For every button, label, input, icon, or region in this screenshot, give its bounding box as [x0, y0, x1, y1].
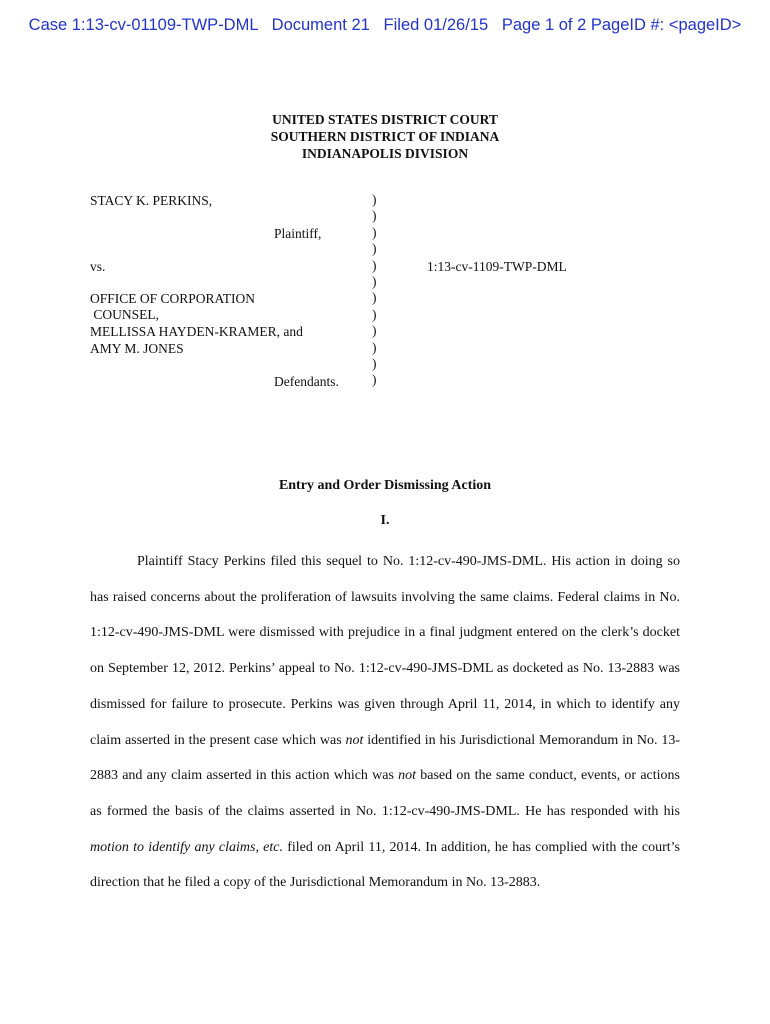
court-division: INDIANAPOLIS DIVISION: [301, 146, 469, 161]
paragraph-text: Plaintiff Stacy Perkins filed this sequel to No. 1:12-cv-490-JMS-DML. His action in doing so has raised concerns about the proliferation of lawsuits involving the same claims. Federal claims in No. 1:12-cv-490-JMS-DML were dismissed with prejudice in a final judgment entered on the clerk’s docket on September 12, 2012. Perkins’ appeal to No. 1:12-cv-490-JMS-DML as docketed as No. 13-2883 was dismissed for failure to prosecute. Perkins was given through April 11, 2014, in which to identify any claim asserted in the present case which was: [90, 554, 680, 748]
section-heading: I.: [380, 513, 390, 528]
caption-paren: ): [372, 192, 377, 207]
caption-paren: ): [372, 306, 377, 322]
caption-paren: ): [372, 257, 377, 273]
defendant-line: COUNSEL,: [90, 307, 160, 322]
body-paragraph: [90, 544, 680, 901]
defendant-line: OFFICE OF CORPORATION: [90, 291, 256, 306]
defendant-role: Defendants.: [274, 374, 339, 389]
caption-paren: ): [372, 355, 377, 371]
motion-title: motion to identify any claims, etc.: [90, 839, 283, 855]
defendant-line: AMY M. JONES: [90, 341, 184, 356]
caption-paren: ): [372, 208, 377, 224]
caption-paren: ): [372, 323, 377, 339]
plaintiff-role: Plaintiff,: [274, 226, 322, 241]
court-name: UNITED STATES DISTRICT COURT: [272, 112, 498, 127]
filing-header-stamp: Case 1:13-cv-01109-TWP-DML Document 21 Filed 01/26/15 Page 1 of 2 PageID #: <pageID>: [28, 16, 742, 34]
caption-paren: ): [372, 273, 377, 289]
emphasis-not: not: [398, 768, 417, 784]
court-district: SOUTHERN DISTRICT OF INDIANA: [270, 129, 500, 144]
defendant-line: MELLISSA HAYDEN-KRAMER, and: [90, 324, 303, 339]
paragraph-text: identified in his Jurisdictional Memorandum in No. 13-2883 and any claim asserted in this action which was: [90, 732, 680, 784]
caption-paren: ): [372, 224, 377, 240]
plaintiff-name: STACY K. PERKINS,: [90, 193, 213, 208]
paragraph-text: filed on April 11, 2014. In addition, he has complied with the court’s direction that he filed a copy of the Jurisdictional Memorandum in No. 13-2883.: [90, 839, 680, 891]
caption-paren: ): [372, 241, 377, 257]
caption-paren: ): [372, 339, 377, 355]
caption-parenthesis-column: [372, 192, 377, 389]
paragraph-text: based on the same conduct, events, or actions as formed the basis of the claims asserted in No. 1:12-cv-490-JMS-DML. He has responded with his: [90, 768, 680, 819]
court-heading: [0, 111, 770, 162]
caption-paren: ): [372, 372, 377, 388]
order-title: Entry and Order Dismissing Action: [278, 478, 492, 493]
case-number: 1:13-cv-1109-TWP-DML: [427, 259, 567, 274]
versus-label: vs.: [90, 259, 106, 274]
caption-paren: ): [372, 290, 377, 306]
emphasis-not: not: [345, 732, 364, 748]
